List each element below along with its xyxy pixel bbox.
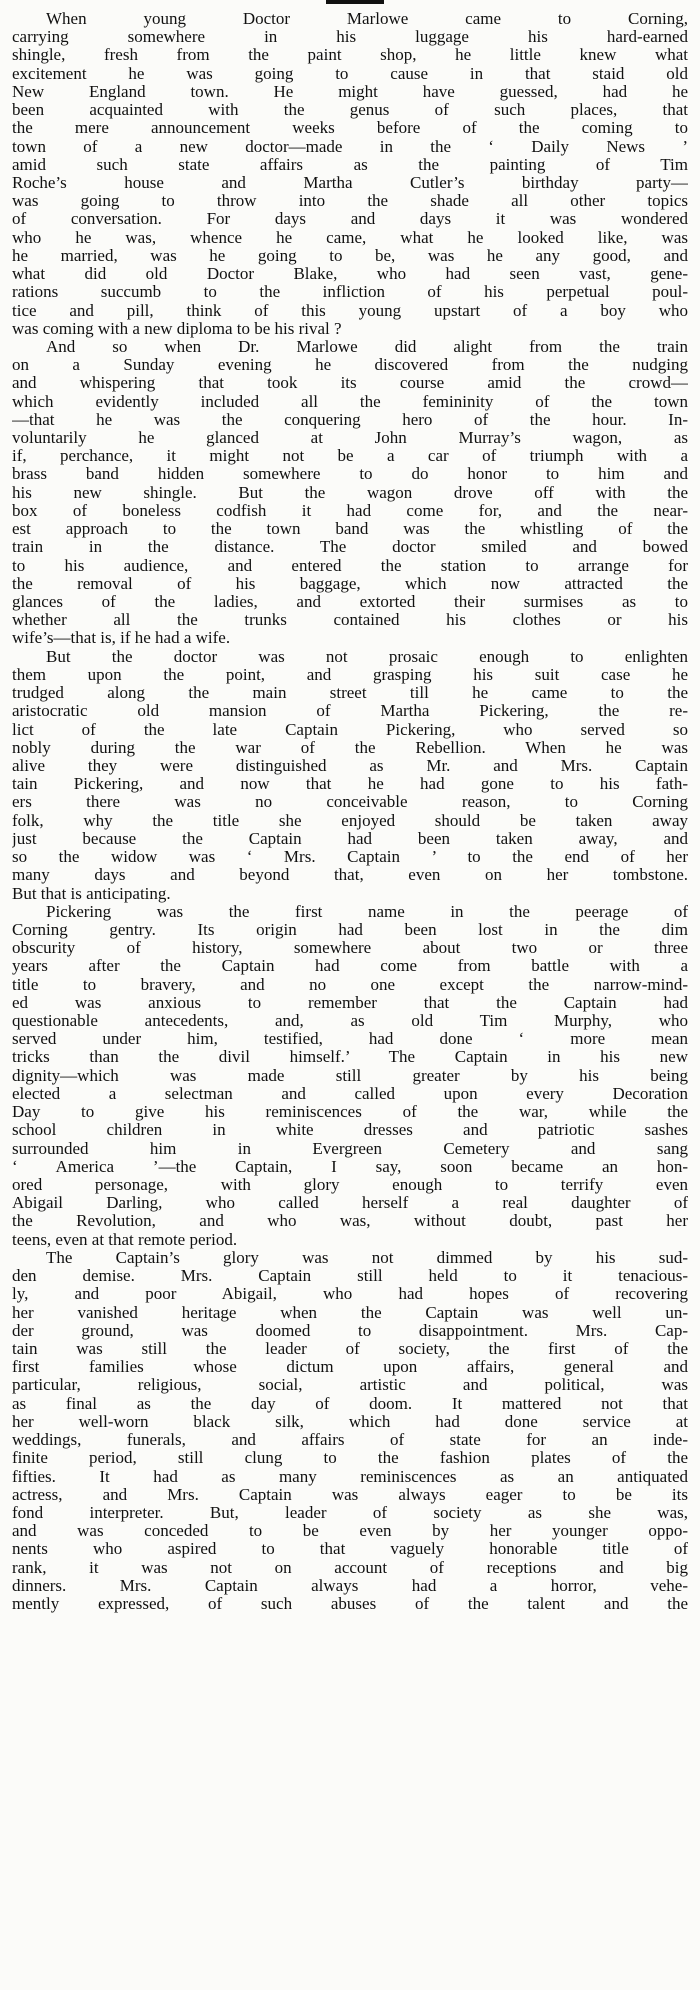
article-line: elected a selectman and called upon every Decoration <box>12 1084 688 1103</box>
article-line: served under him, testified, had done ‘ more mean <box>12 1030 688 1049</box>
article-line: he married, was he going to be, was he any good, and <box>12 246 688 265</box>
article-line: New England town. He might have guessed, had he <box>12 82 688 101</box>
article-line: lict of the late Captain Pickering, who served so <box>12 720 688 739</box>
article-line: just because the Captain had been taken away, and <box>12 829 688 848</box>
article-line: And so when Dr. Marlowe did alight from the train <box>46 337 688 356</box>
article-line: Pickering was the first name in the peerage of <box>46 902 688 921</box>
article-line: Abigail Darling, who called herself a real daughter of <box>12 1194 688 1213</box>
article-line: was coming with a new diploma to be his rival ? <box>12 319 342 338</box>
article-line: dinners. Mrs. Captain always had a horror, vehe- <box>12 1576 688 1595</box>
article-line: first families whose dictum upon affairs, general and <box>12 1358 688 1377</box>
article-line: brass band hidden somewhere to do honor to him and <box>12 465 688 484</box>
article-line: was going to throw into the shade all other topics <box>12 192 688 211</box>
article-line: ‘ America ’—the Captain, I say, soon became an hon- <box>12 1157 688 1176</box>
article-line: her vanished heritage when the Captain was well un- <box>12 1303 688 1322</box>
article-line: Corning gentry. Its origin had been lost in the dim <box>12 920 688 939</box>
article-line: rations succumb to the infliction of his perpetual poul- <box>12 283 688 302</box>
article-line: nents who aspired to that vaguely honorable title of <box>12 1540 688 1559</box>
article-line: glances of the ladies, and extorted their surmises as to <box>12 593 688 611</box>
article-line: box of boneless codfish it had come for, and the near- <box>12 501 688 520</box>
article-line: ers there was no conceivable reason, to Corning <box>12 793 688 812</box>
article-line: which evidently included all the femininity of the town <box>12 392 688 411</box>
article-line: est approach to the town band was the whistling of the <box>12 520 688 539</box>
article-line: train in the distance. The doctor smiled and bowed <box>12 538 688 557</box>
article-line: particular, religious, social, artistic and political, was <box>12 1376 688 1395</box>
article-line: questionable antecedents, and, as old Tim Murphy, who <box>12 1012 688 1031</box>
article-line: wife’s—that is, if he had a wife. <box>12 629 231 648</box>
article-line: trudged along the main street till he came to the <box>12 684 688 703</box>
article-line: Day to give his reminiscences of the war, while the <box>12 1103 688 1122</box>
article-line: Roche’s house and Martha Cutler’s birthday party— <box>12 173 688 192</box>
article-line: mently expressed, of such abuses of the talent and the <box>12 1595 688 1614</box>
article-line: his new shingle. But the wagon drove off with the <box>12 483 688 502</box>
article-line: But that is anticipating. <box>12 884 171 903</box>
article-line: if, perchance, it might not be a car of triumph with a <box>12 447 688 466</box>
article-line: the removal of his baggage, which now attracted the <box>12 574 688 593</box>
article-line: ly, and poor Abigail, who had hopes of recovering <box>12 1285 688 1304</box>
article-line: who he was, whence he came, what he looked like, was <box>12 228 688 247</box>
article-line: school children in white dresses and patriotic sashes <box>12 1121 688 1140</box>
article-line: as final as the day of doom. It mattered not that <box>12 1394 688 1413</box>
article-line: But the doctor was not prosaic enough to enlighten <box>46 647 688 666</box>
article-line: on a Sunday evening he discovered from the nudging <box>12 356 688 375</box>
article-line: der ground, was doomed to disappointment. Mrs. Cap- <box>12 1321 688 1340</box>
article-line: ored personage, with glory enough to terrify even <box>12 1176 688 1194</box>
article-line: dignity—which was made still greater by his being <box>12 1066 688 1085</box>
article-line: years after the Captain had come from battle with a <box>12 957 688 976</box>
article-line: aristocratic old mansion of Martha Pickering, the re- <box>12 702 688 721</box>
article-line: tricks than the divil himself.’ The Captain in his new <box>12 1048 688 1067</box>
article-line: so the widow was ‘ Mrs. Captain ’ to the end of her <box>12 848 688 867</box>
article-line: what did old Doctor Blake, who had seen vast, gene- <box>12 265 688 284</box>
article-column <box>12 10 688 1613</box>
column-rule <box>326 0 384 4</box>
article-line: her well-worn black silk, which had done service at <box>12 1412 688 1431</box>
article-line: fond interpreter. But, leader of society as she was, <box>12 1503 688 1522</box>
article-line: many days and beyond that, even on her tombstone. <box>12 866 688 885</box>
article-line: den demise. Mrs. Captain still held to it tenacious- <box>12 1267 688 1286</box>
article-line: When young Doctor Marlowe came to Corning, <box>46 10 688 28</box>
article-line: been acquainted with the genus of such places, that <box>12 101 688 120</box>
article-line: The Captain’s glory was not dimmed by his sud- <box>46 1248 688 1267</box>
article-line: carrying somewhere in his luggage his hard-earned <box>12 28 688 47</box>
article-line: rank, it was not on account of receptions and big <box>12 1558 688 1577</box>
article-line: surrounded him in Evergreen Cemetery and sang <box>12 1139 688 1158</box>
article-line: and whispering that took its course amid the crowd— <box>12 374 688 393</box>
article-line: town of a new doctor—made in the ‘ Daily News ’ <box>12 137 688 156</box>
article-line: actress, and Mrs. Captain was always eager to be its <box>12 1485 688 1504</box>
article-line: shingle, fresh from the paint shop, he little knew what <box>12 46 688 65</box>
article-line: teens, even at that remote period. <box>12 1230 238 1249</box>
article-line: of conversation. For days and days it was wondered <box>12 210 688 229</box>
article-line: finite period, still clung to the fashion plates of the <box>12 1449 688 1468</box>
article-line: them upon the point, and grasping his suit case he <box>12 665 688 684</box>
article-line: title to bravery, and no one except the narrow-mind- <box>12 975 688 994</box>
article-line: voluntarily he glanced at John Murray’s wagon, as <box>12 429 688 448</box>
article-line: nobly during the war of the Rebellion. When he was <box>12 738 688 757</box>
article-line: obscurity of history, somewhere about two or three <box>12 939 688 958</box>
article-line: the Revolution, and who was, without doubt, past her <box>12 1212 688 1231</box>
article-line: amid such state affairs as the painting of Tim <box>12 155 688 174</box>
article-line: alive they were distinguished as Mr. and Mrs. Captain <box>12 756 688 775</box>
article-line: ed was anxious to remember that the Captain had <box>12 993 688 1012</box>
article-line: to his audience, and entered the station to arrange for <box>12 556 688 575</box>
article-line: folk, why the title she enjoyed should be taken away <box>12 811 688 830</box>
article-line: tain Pickering, and now that he had gone to his fath- <box>12 775 688 794</box>
article-line: tain was still the leader of society, the first of the <box>12 1339 688 1358</box>
article-line: the mere announcement weeks before of the coming to <box>12 119 688 138</box>
article-line: fifties. It had as many reminiscences as an antiquated <box>12 1467 688 1486</box>
article-line: whether all the trunks contained his clothes or his <box>12 611 688 630</box>
article-line: excitement he was going to cause in that staid old <box>12 64 688 83</box>
article-line: weddings, funerals, and affairs of state for an inde- <box>12 1431 688 1450</box>
article-line: —that he was the conquering hero of the hour. In- <box>12 410 688 429</box>
article-line: and was conceded to be even by her younger oppo- <box>12 1522 688 1541</box>
article-line: tice and pill, think of this young upstart of a boy who <box>12 301 688 320</box>
